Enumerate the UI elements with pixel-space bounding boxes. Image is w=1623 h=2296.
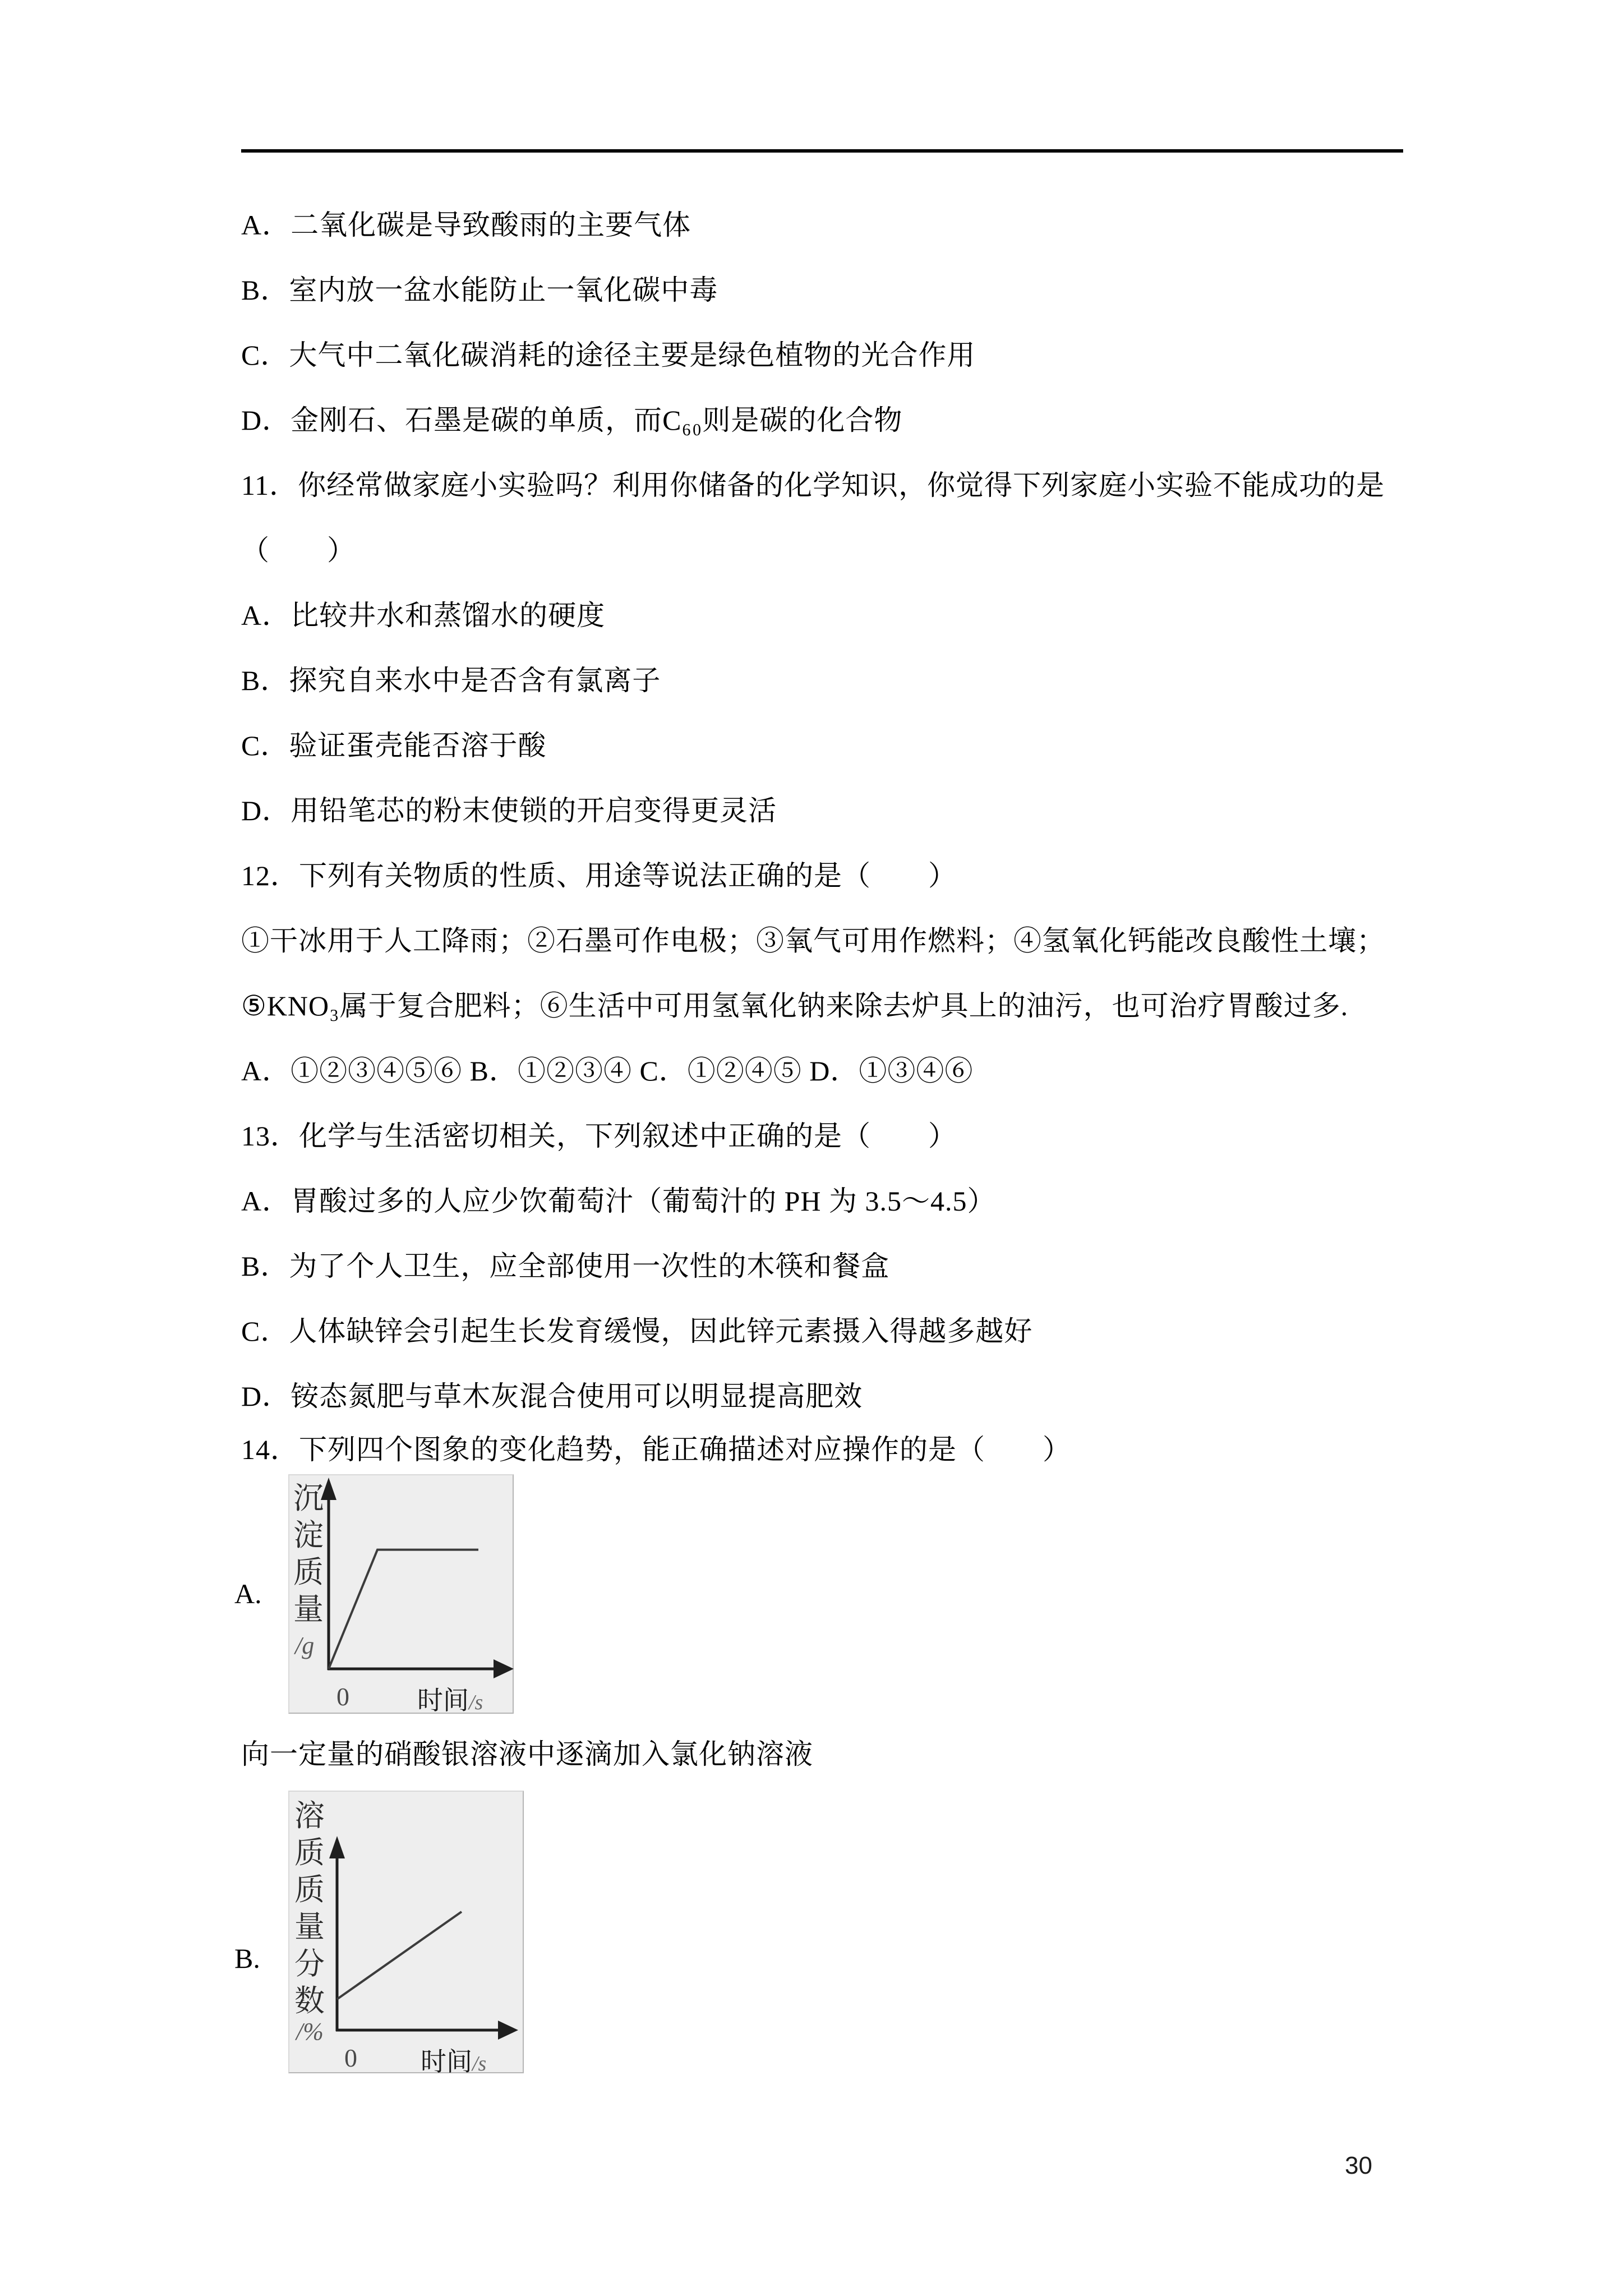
q13-option-a: A．胃酸过多的人应少饮葡萄汁（葡萄汁的 PH 为 3.5～4.5） (241, 1185, 996, 1217)
y-axis-arrow (329, 1836, 345, 1858)
q13-stem: 13．化学与生活密切相关，下列叙述中正确的是（ ） (241, 1120, 957, 1152)
q11-stem-parens: （ ） (241, 535, 356, 566)
y-axis-unit: /g (295, 1632, 315, 1659)
x-axis-label-text: 时间 (417, 1686, 469, 1715)
x-axis-label (417, 1680, 483, 1717)
q14-chart-b-figure (288, 1791, 524, 2076)
q13-option-d: D．铵态氮肥与草木灰混合使用可以明显提高肥效 (241, 1381, 863, 1412)
q12-stem: 12．下列有关物质的性质、用途等说法正确的是（ ） (241, 860, 957, 891)
q10-option-d: D．金刚石、石墨是碳的单质，而C₆₀则是碳的化合物 (241, 404, 903, 436)
y-axis-label: 沉淀质量 (293, 1481, 324, 1626)
q12-choices: A．①②③④⑤⑥ B．①②③④ C．①②④⑤ D．①③④⑥ (241, 1055, 974, 1087)
q11-option-b: B．探究自来水中是否含有氯离子 (241, 665, 661, 696)
data-line (329, 1550, 478, 1669)
q11-stem: 11．你经常做家庭小实验吗？利用你储备的化学知识，你觉得下列家庭小实验不能成功的是 (241, 470, 1385, 501)
q12-statements-1: ①干冰用于人工降雨；②石墨可作电极；③氧气可用作燃料；④氢氧化钙能改良酸性土壤； (241, 925, 1385, 956)
data-line (337, 1912, 462, 1999)
q13-option-c: C．人体缺锌会引起生长发育缓慢，因此锌元素摄入得越多越好 (241, 1315, 1033, 1347)
x-axis-arrow (498, 2021, 518, 2040)
q11-option-a: A．比较井水和蒸馏水的硬度 (241, 600, 606, 631)
q13-option-b: B．为了个人卫生，应全部使用一次性的木筷和餐盒 (241, 1250, 890, 1282)
q14-chart-b-option-letter: B. (234, 1943, 260, 1974)
q14-stem: 14．下列四个图象的变化趋势，能正确描述对应操作的是（ ） (241, 1434, 1071, 1465)
q11-option-d: D．用铅笔芯的粉末使锁的开启变得更灵活 (241, 795, 777, 826)
y-axis-unit: /% (296, 2018, 324, 2045)
q10-option-c: C．大气中二氧化碳消耗的途径主要是绿色植物的光合作用 (241, 339, 976, 371)
q14-chart-a-option-letter: A. (234, 1578, 262, 1609)
page-number: 30 (1345, 2152, 1372, 2179)
q10-option-a: A．二氧化碳是导致酸雨的主要气体 (241, 209, 691, 241)
header-divider-rule (241, 149, 1403, 153)
x-axis-label (421, 2041, 486, 2078)
q11-option-c: C．验证蛋壳能否溶于酸 (241, 730, 547, 761)
q14-chart-a-caption: 向一定量的硝酸银溶液中逐滴加入氯化钠溶液 (241, 1738, 813, 1770)
q14-chart-a-figure (288, 1474, 514, 1714)
origin-label: 0 (336, 1682, 349, 1711)
q10-option-b: B．室内放一盆水能防止一氧化碳中毒 (241, 274, 718, 306)
origin-label: 0 (344, 2044, 357, 2072)
q12-statements-2: ⑤KNO₃属于复合肥料；⑥生活中可用氢氧化钠来除去炉具上的油污，也可治疗胃酸过多. (241, 990, 1349, 1022)
y-axis-label: 溶质质量分数 (294, 1799, 325, 2018)
x-axis-label-unit: /s (472, 2052, 487, 2076)
x-axis-arrow (494, 1659, 514, 1678)
x-axis-label-text: 时间 (421, 2047, 472, 2076)
x-axis-label-unit: /s (469, 1691, 483, 1714)
